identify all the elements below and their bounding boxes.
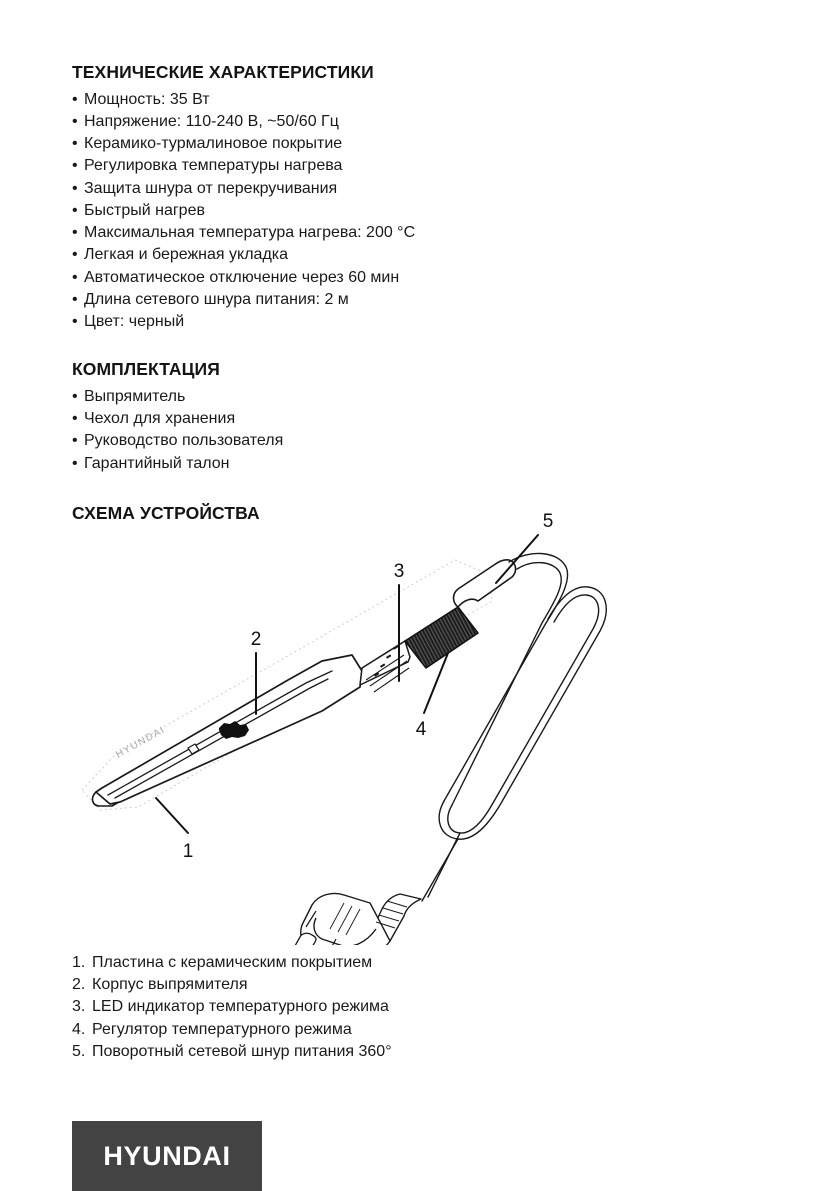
list-item: [72, 133, 592, 155]
legend-number: 5.: [72, 1042, 86, 1060]
content-column: [72, 62, 592, 530]
section-gap: [72, 475, 592, 503]
list-item-text: Автоматическое отключение через 60 мин: [84, 268, 400, 286]
list-item: [72, 430, 592, 452]
bullet-icon: •: [72, 432, 78, 450]
brand-logo: [72, 1121, 262, 1191]
diagram-legend: [72, 952, 552, 1063]
list-item-text: Регулировка температуры нагрева: [84, 157, 343, 175]
list-item-text: Гарантийный талон: [84, 454, 230, 472]
bullet-icon: •: [72, 410, 78, 428]
list-item: [72, 974, 552, 996]
list-item: [72, 178, 592, 200]
power-cord: [422, 553, 606, 901]
list-item: [72, 1019, 552, 1041]
temperature-dial: [405, 607, 478, 668]
legend-number: 1.: [72, 954, 86, 971]
bullet-icon: •: [72, 246, 78, 264]
list-item: [72, 952, 552, 974]
section-gap: [72, 333, 592, 359]
list-item: [72, 222, 592, 244]
specs-title: ТЕХНИЧЕСКИЕ ХАРАКТЕРИСТИКИ: [72, 62, 374, 82]
bullet-icon: •: [72, 268, 78, 286]
list-item: [72, 453, 592, 475]
list-item-text: Защита шнура от перекручивания: [84, 179, 338, 197]
legend-number: 4.: [72, 1020, 86, 1038]
bullet-icon: •: [72, 157, 78, 175]
bullet-icon: •: [72, 135, 78, 153]
package-section: [72, 359, 592, 475]
specs-section: [72, 62, 592, 333]
callout-label-2: 2: [250, 629, 262, 650]
legend-list: [72, 952, 552, 1063]
list-item-text: Максимальная температура нагрева: 200 °C: [84, 224, 416, 242]
list-item: [72, 996, 552, 1018]
device-diagram: [60, 502, 720, 945]
list-item-text: Руководство пользователя: [84, 432, 284, 450]
list-item: [72, 289, 592, 311]
bullet-icon: •: [72, 224, 78, 242]
list-item: [72, 89, 592, 111]
legend-text: Регулятор температурного режима: [92, 1020, 352, 1038]
list-item-text: Выпрямитель: [84, 387, 186, 405]
list-item-text: Керамико-турмалиновое покрытие: [84, 135, 343, 153]
legend-number: 2.: [72, 976, 86, 994]
list-item-text: Длина сетевого шнура питания: 2 м: [84, 290, 349, 308]
callout-label-3: 3: [393, 561, 405, 582]
bullet-icon: •: [72, 201, 78, 219]
device-brand-text: HYUNDAI: [114, 724, 168, 761]
swivel-collar: [454, 560, 516, 607]
list-item-text: Цвет: черный: [84, 312, 185, 330]
list-item: [72, 408, 592, 430]
brand-logo-text: HYUNDAI: [103, 1140, 231, 1171]
list-item: [72, 386, 592, 408]
bullet-icon: •: [72, 387, 78, 405]
bullet-icon: •: [72, 113, 78, 131]
list-item: [72, 111, 592, 133]
package-title: КОМПЛЕКТАЦИЯ: [72, 359, 220, 380]
bullet-icon: •: [72, 454, 78, 472]
legend-text: LED индикатор температурного режима: [92, 998, 389, 1016]
list-item: [72, 311, 592, 333]
list-item: [72, 267, 592, 289]
list-item-text: Чехол для хранения: [84, 410, 236, 428]
list-item-text: Легкая и бережная укладка: [84, 246, 289, 264]
list-item-text: Напряжение: 110-240 В, ~50/60 Гц: [84, 113, 339, 131]
power-plug: [301, 893, 421, 945]
legend-number: 3.: [72, 998, 86, 1016]
callout-label-5: 5: [542, 511, 554, 532]
legend-text: Пластина с керамическим покрытием: [92, 954, 373, 971]
list-item-text: Мощность: 35 Вт: [84, 90, 210, 108]
callout-label-4: 4: [415, 719, 427, 740]
package-list: [72, 386, 592, 475]
list-item: [72, 244, 592, 266]
callout-label-1: 1: [182, 841, 194, 862]
bullet-icon: •: [72, 179, 78, 197]
bullet-icon: •: [72, 290, 78, 308]
list-item: [72, 1041, 552, 1063]
bullet-icon: •: [72, 312, 78, 330]
list-item-text: Быстрый нагрев: [84, 201, 205, 219]
scheme-title: СХЕМА УСТРОЙСТВА: [72, 502, 260, 523]
list-item: [72, 200, 592, 222]
legend-text: Корпус выпрямителя: [92, 976, 248, 994]
list-item: [72, 155, 592, 177]
bullet-icon: •: [72, 90, 78, 108]
specs-list: [72, 89, 592, 333]
legend-text: Поворотный сетевой шнур питания 360°: [92, 1042, 392, 1060]
